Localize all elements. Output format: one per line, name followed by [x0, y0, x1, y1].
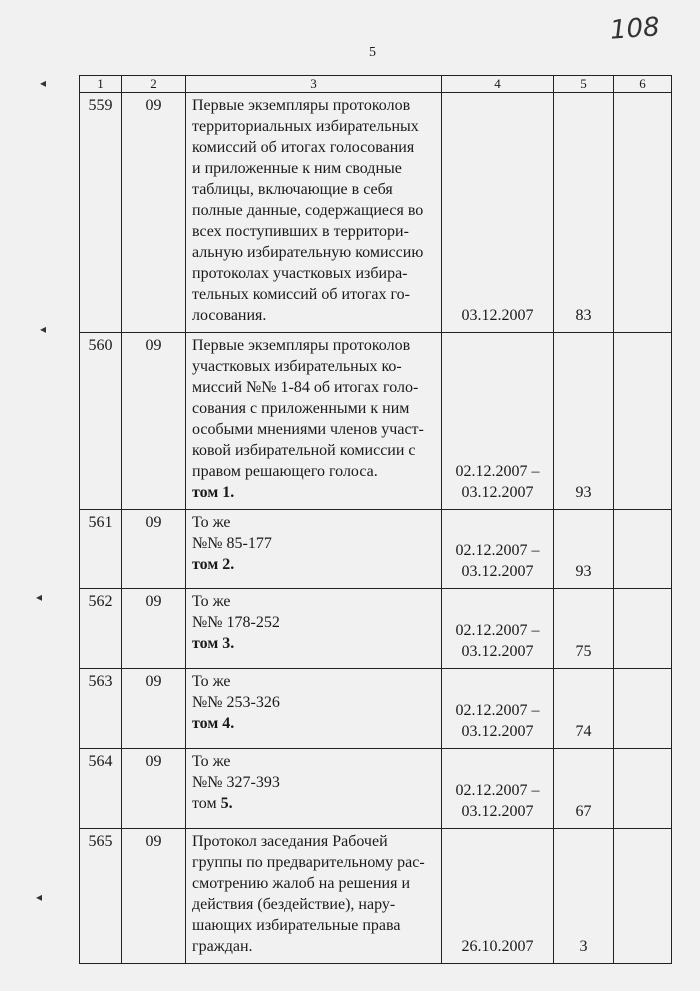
item-description	[186, 669, 442, 749]
punch-hole-mark: ◂	[40, 322, 47, 336]
description-line: полные данные, содержащиеся во	[192, 202, 424, 219]
volume-label: том 1.	[192, 484, 235, 501]
note-cell	[614, 829, 672, 964]
inventory-table	[79, 75, 672, 964]
item-description	[186, 510, 442, 589]
description-line: шающих избирательные права	[192, 917, 401, 934]
description-line: таблицы, включающие в себя	[192, 181, 393, 198]
column-header: 4	[442, 76, 554, 93]
table-header-row	[80, 76, 672, 93]
column-header: 6	[614, 76, 672, 93]
note-cell	[614, 749, 672, 829]
date-line: 02.12.2007 –	[455, 542, 540, 559]
item-dates	[442, 510, 554, 589]
item-dates	[442, 589, 554, 669]
description-line: ковой избирательной комиссии с	[192, 442, 416, 459]
item-dates	[442, 829, 554, 964]
item-description	[186, 93, 442, 333]
volume-label: том 2.	[192, 556, 235, 573]
item-code: 09	[122, 669, 186, 749]
item-code: 09	[122, 510, 186, 589]
description-line: То же	[192, 514, 231, 531]
date-line: 03.12.2007	[461, 563, 534, 580]
sheet-count: 93	[554, 510, 614, 589]
table-row	[80, 333, 672, 510]
volume-number: 5.	[220, 795, 233, 812]
note-cell	[614, 93, 672, 333]
punch-hole-mark: ◂	[36, 890, 43, 904]
description-line: смотрению жалоб на решения и	[192, 875, 411, 892]
description-line: Первые экземпляры протоколов	[192, 337, 411, 354]
description-line: №№ 85-177	[192, 535, 272, 552]
description-line: Протокол заседания Рабочей	[192, 833, 388, 850]
description-line: протоколах участковых избира-	[192, 265, 408, 282]
item-number: 562	[80, 589, 122, 669]
date-line: 02.12.2007 –	[455, 782, 540, 799]
table-row	[80, 510, 672, 589]
note-cell	[614, 510, 672, 589]
description-line: тельных комиссий об итогах го-	[192, 286, 410, 303]
description-line: территориальных избирательных	[192, 118, 419, 135]
column-header: 1	[80, 76, 122, 93]
item-description	[186, 589, 442, 669]
description-line: №№ 253-326	[192, 694, 280, 711]
volume-label: том 4.	[192, 715, 235, 732]
column-header: 3	[186, 76, 442, 93]
item-description	[186, 333, 442, 510]
description-line: №№ 327-393	[192, 774, 280, 791]
description-line: комиссий об итогах голосования	[192, 139, 415, 156]
date-line: 03.12.2007	[461, 723, 534, 740]
date-line: 02.12.2007 –	[455, 702, 540, 719]
description-line: и приложенные к ним сводные	[192, 160, 402, 177]
sheet-count: 93	[554, 333, 614, 510]
description-line: То же	[192, 753, 231, 770]
description-line: всех поступивших в территори-	[192, 223, 409, 240]
table-row	[80, 749, 672, 829]
item-code: 09	[122, 93, 186, 333]
item-number: 559	[80, 93, 122, 333]
description-line: То же	[192, 673, 231, 690]
description-line: лосования.	[192, 307, 267, 324]
item-number: 563	[80, 669, 122, 749]
date-line: 03.12.2007	[461, 307, 534, 324]
description-line: альную избирательную комиссию	[192, 244, 424, 261]
item-description	[186, 749, 442, 829]
description-line: Первые экземпляры протоколов	[192, 97, 411, 114]
note-cell	[614, 589, 672, 669]
sheet-count: 74	[554, 669, 614, 749]
item-number: 560	[80, 333, 122, 510]
description-line: правом решающего голоса.	[192, 463, 378, 480]
sheet-count: 75	[554, 589, 614, 669]
table-row	[80, 669, 672, 749]
sheet-count: 67	[554, 749, 614, 829]
item-code: 09	[122, 829, 186, 964]
description-line: граждан.	[192, 938, 253, 955]
volume-label	[192, 793, 435, 814]
note-cell	[614, 669, 672, 749]
date-line: 02.12.2007 –	[455, 463, 540, 480]
sheet-count: 83	[554, 93, 614, 333]
item-code: 09	[122, 333, 186, 510]
table-row	[80, 829, 672, 964]
item-number: 565	[80, 829, 122, 964]
archive-sheet-number: 108	[609, 12, 661, 46]
item-code: 09	[122, 589, 186, 669]
date-line: 02.12.2007 –	[455, 622, 540, 639]
item-dates	[442, 93, 554, 333]
item-dates	[442, 749, 554, 829]
punch-hole-mark: ◂	[40, 76, 47, 90]
page-number: 5	[369, 45, 376, 60]
description-line: особыми мнениями членов участ-	[192, 421, 424, 438]
description-line: группы по предварительному рас-	[192, 854, 425, 871]
volume-label: том 3.	[192, 635, 235, 652]
item-number: 561	[80, 510, 122, 589]
column-header: 2	[122, 76, 186, 93]
date-line: 03.12.2007	[461, 803, 534, 820]
punch-hole-mark: ◂	[36, 590, 43, 604]
item-description	[186, 829, 442, 964]
item-code: 09	[122, 749, 186, 829]
date-line: 26.10.2007	[461, 938, 534, 955]
sheet-count: 3	[554, 829, 614, 964]
item-dates	[442, 333, 554, 510]
date-line: 03.12.2007	[461, 484, 534, 501]
column-header: 5	[554, 76, 614, 93]
description-line: сования с приложенными к ним	[192, 400, 410, 417]
item-number: 564	[80, 749, 122, 829]
description-line: миссий №№ 1-84 об итогах голо-	[192, 379, 419, 396]
description-line: №№ 178-252	[192, 614, 280, 631]
note-cell	[614, 333, 672, 510]
description-line: То же	[192, 593, 231, 610]
description-line: участковых избирательных ко-	[192, 358, 402, 375]
date-line: 03.12.2007	[461, 643, 534, 660]
description-line: действия (бездействие), нару-	[192, 896, 396, 913]
table-row	[80, 589, 672, 669]
item-dates	[442, 669, 554, 749]
table-row	[80, 93, 672, 333]
volume-prefix: том	[192, 795, 221, 812]
